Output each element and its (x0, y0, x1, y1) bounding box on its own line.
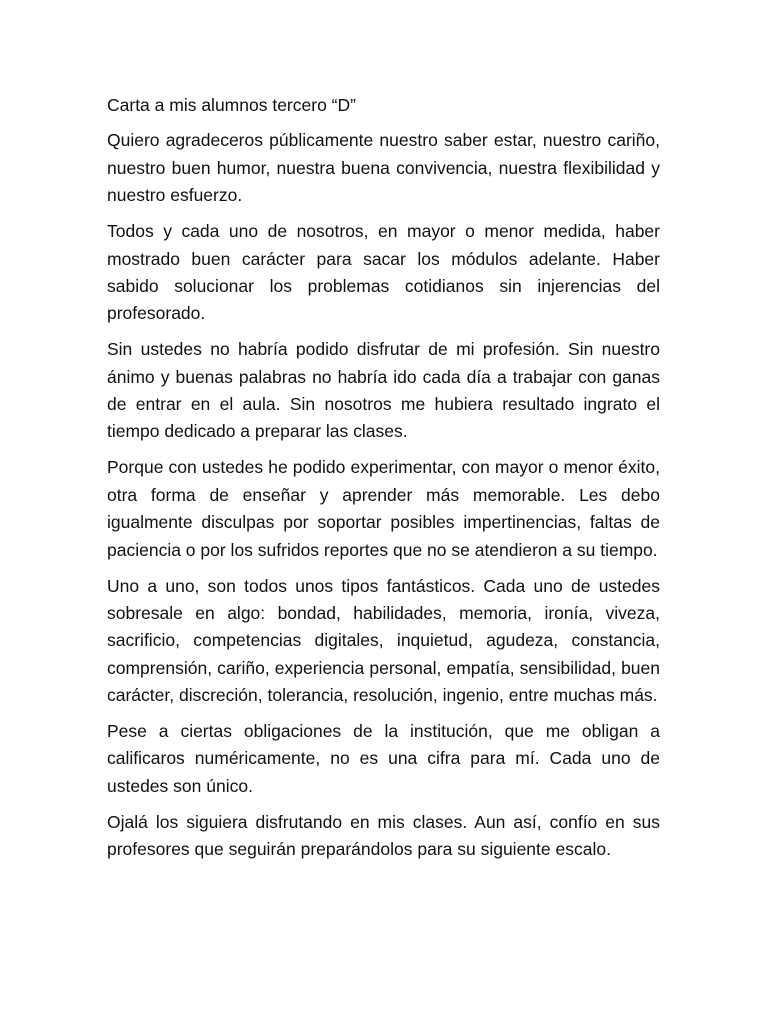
letter-body (107, 92, 660, 872)
paragraph-1: Quiero agradeceros públicamente nuestro saber estar, nuestro cariño, nuestro buen humor, nuestra buena convivencia, nuestra flexibilidad y nuestro esfuerzo. (107, 130, 660, 206)
paragraph-5: Uno a uno, son todos unos tipos fantásticos. Cada uno de ustedes sobresale en algo: bondad, habilidades, memoria, ironía, viveza, sacrificio, competencias digitales, inquietud, agudeza, constancia, comprensión, cariño, experiencia personal, empatía, sensibilidad, buen carácter, discreción, tolerancia, resolución, ingenio, entre muchas más. (107, 575, 660, 706)
paragraph-7: Ojalá los siguiera disfrutando en mis clases. Aun así, confío en sus profesores que seguirán preparándolos para su siguiente escalo. (107, 811, 660, 860)
paragraph-2: Todos y cada uno de nosotros, en mayor o menor medida, haber mostrado buen carácter para sacar los módulos adelante. Haber sabido solucionar los problemas cotidianos sin injerencias del profesorado. (107, 221, 660, 324)
letter-title: Carta a mis alumnos tercero “D” (107, 95, 356, 115)
paragraph-6: Pese a ciertas obligaciones de la institución, que me obligan a calificaros numéricamente, no es una cifra para mí. Cada uno de ustedes son único. (107, 721, 660, 796)
paragraph-3: Sin ustedes no habría podido disfrutar de mi profesión. Sin nuestro ánimo y buenas palabras no habría ido cada día a trabajar con ganas de entrar en el aula. Sin nosotros me hubiera resultado ingrato el tiempo dedicado a preparar las clases. (107, 339, 660, 442)
paragraph-4: Porque con ustedes he podido experimentar, con mayor o menor éxito, otra forma de enseñar y aprender más memorable. Les debo igualmente disculpas por soportar posibles impertinencias, faltas de paciencia o por los sufridos reportes que no se atendieron a su tiempo. (107, 457, 660, 560)
